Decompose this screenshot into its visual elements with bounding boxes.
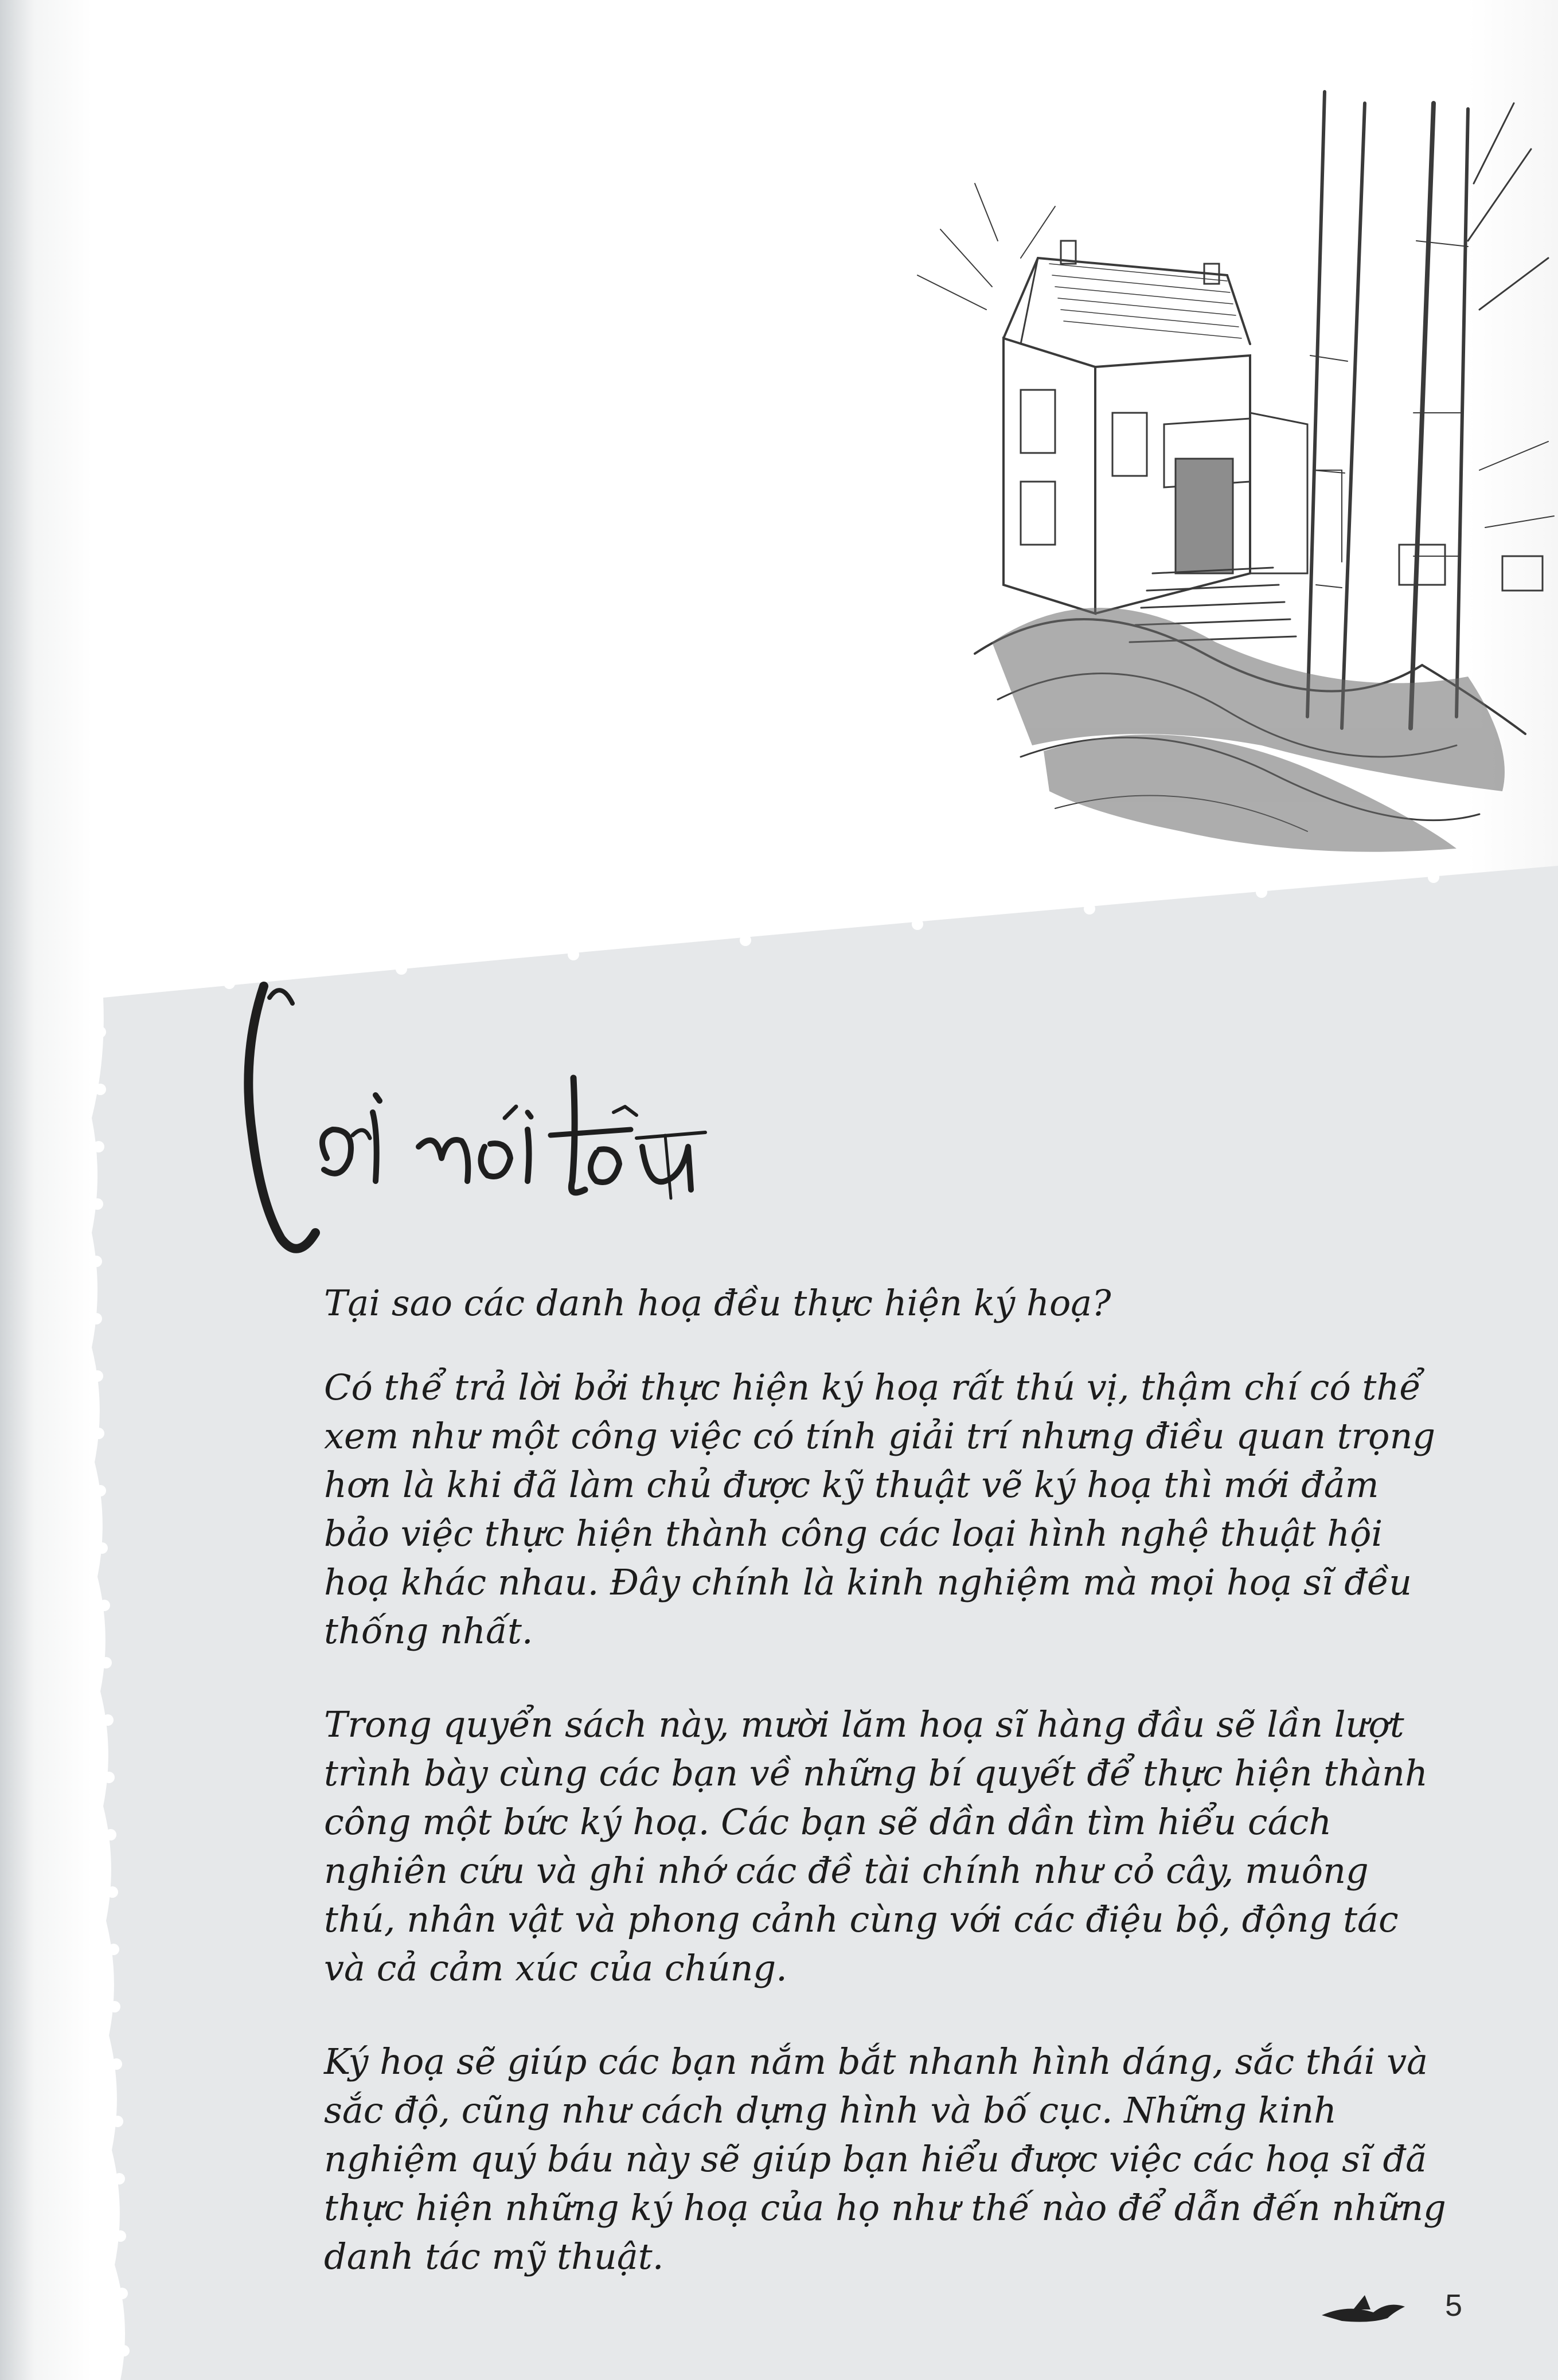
body-text [324,1279,1448,2326]
page-footer [1319,2288,1462,2334]
page-number: 5 [1444,2288,1462,2323]
intro-question: Tại sao các danh hoạ đều thực hiện ký hoạ? [324,1282,1111,1324]
paragraph: Ký hoạ sẽ giúp các bạn nắm bắt nhanh hình dáng, sắc thái và sắc độ, cũng như cách dựng hình và bố cục. Những kinh nghiệm quý báu này sẽ giúp bạn hiểu được việc các hoạ sĩ đã thực hiện những ký hoạ của họ như thế nào để dẫn đến những danh tác mỹ thuật. [324,2041,1446,2277]
bird-icon [1319,2292,1422,2327]
paragraph: Có thể trả lời bởi thực hiện ký hoạ rất thú vị, thậm chí có thể xem như một công việc có tính giải trí nhưng điều quan trọng hơn là khi đã làm chủ được kỹ thuật vẽ ký hoạ thì mới đảm bảo việc thực hiện thành công các loại hình nghệ thuật hội hoạ khác nhau. Đây chính là kinh nghiệm mà mọi hoạ sĩ đều thống nhất. [324,1366,1436,1652]
calligraphy-title [229,963,768,1284]
paragraph: Trong quyển sách này, mười lăm hoạ sĩ hàng đầu sẽ lần lượt trình bày cùng các bạn về những bí quyết để thực hiện thành công một bức ký hoạ. Các bạn sẽ dần dần tìm hiểu cách nghiên cứu và ghi nhớ các đề tài chính như cỏ cây, muông thú, nhân vật và phong cảnh cùng với các điệu bộ, động tác và cả cảm xúc của chúng. [324,1703,1428,1989]
